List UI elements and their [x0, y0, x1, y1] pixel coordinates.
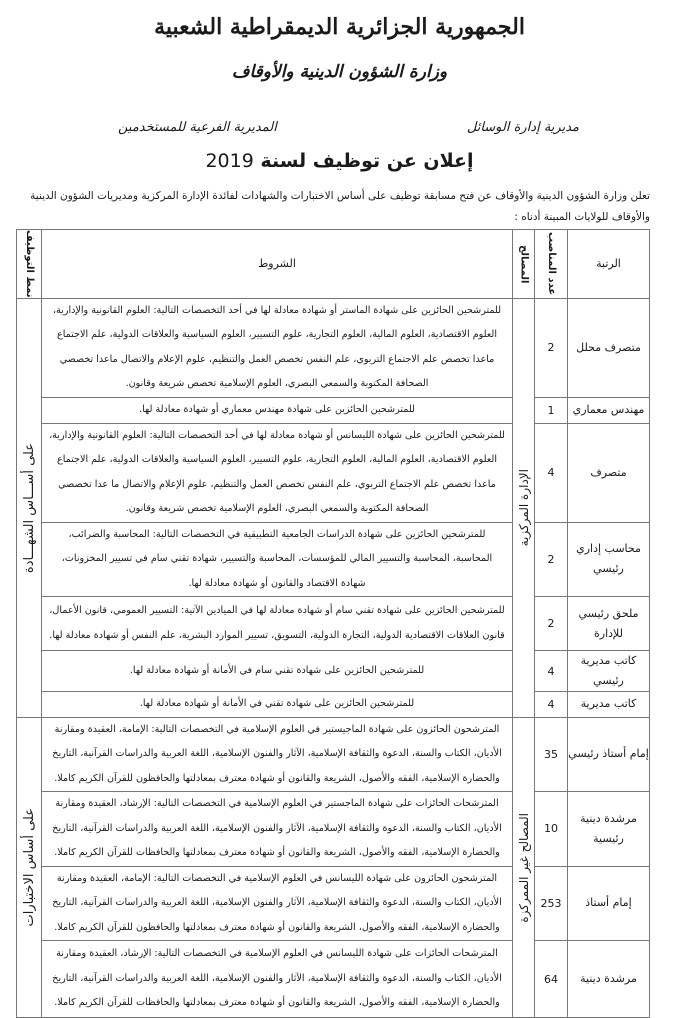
- posts-cell: 10: [535, 792, 568, 867]
- rank-cell: ملحق رئيسي للإدارة: [568, 597, 650, 651]
- posts-cell: 4: [535, 423, 568, 522]
- posts-cell: 64: [535, 941, 568, 1018]
- conditions-cell: للمترشحين الحائزين على شهادة الدراسات الجامعية التطبيقية في التخصصات التالية: المحاسبة والضرائب، المحاسبة، المحاسبة والتسيير المالي للمؤسسات، المحاسبة والتسيير، شهادة تقني سام في تسيير المخزونات، شهادة الاقتصاد والقانون أو شهادة معادلة لها.: [42, 522, 513, 597]
- table-row: [17, 597, 650, 651]
- services-cell-decentralized: المصالح غير الممركزة: [513, 717, 535, 1018]
- rank-cell: محاسب إداري رئيسي: [568, 522, 650, 597]
- header-rank: الرتبة: [568, 230, 650, 299]
- rank-cell: مهندس معماري: [568, 397, 650, 423]
- rank-cell: متصرف محلل: [568, 298, 650, 397]
- table-row: [17, 397, 650, 423]
- table-row: [17, 298, 650, 397]
- conditions-cell: المترشحون الحائزون على شهادة الليسانس في العلوم الإسلامية في التخصصات التالية: الإمامة، العقيدة ومقارنة الأديان، الكتاب والسنة، الدعوة والثقافة الإسلامية، الآثار والفنون الإسلامية، اللغة العربية والدراسات القرآنية، التاريخ والحضارة الإسلامية، الفقه والأصول، الشريعة والقانون أو شهادة معترف بمعادلتها والحافظون للقرآن الكريم كاملا.: [42, 866, 513, 941]
- table-row: [17, 717, 650, 792]
- rank-cell: إمام أستاذ رئيسي: [568, 717, 650, 792]
- conditions-cell: للمترشحين الحائزين على شهادة الماستر أو شهادة معادلة لها في أحد التخصصات التالية: العلوم القانونية والإدارية، العلوم الاقتصادية، العلوم المالية، العلوم التجارية، علوم التسيير، العلوم السياسية والعلاقات الدولية، علم الاجتماع ماعدا تخصص علم الاجتماع التربوي، علم النفس تخصص العمل والتنظيم، علوم الإعلام والاتصال ماعدا تخصصي الصحافة المكتوبة والسمعي البصري، العلوم الإسلامية تخصص شريعة وقانون.: [42, 298, 513, 397]
- conditions-cell: المترشحون الحائزون على شهادة الماجيستير في العلوم الإسلامية في التخصصات التالية: الإمامة، العقيدة ومقارنة الأديان، الكتاب والسنة، الدعوة والثقافة الإسلامية، الآثار والفنون الإسلامية، اللغة العربية والدراسات القرآنية، التاريخ والحضارة الإسلامية، الفقه والأصول، الشريعة والقانون أو شهادة معترف بمعادلتها والحافظون للقرآن الكريم كاملا.: [42, 717, 513, 792]
- republic-heading: الجمهورية الجزائرية الديمقراطية الشعبية: [154, 14, 525, 40]
- header-services: المصالح: [513, 230, 535, 299]
- rank-cell: مرشدة دينية رئيسية: [568, 792, 650, 867]
- posts-cell: 2: [535, 597, 568, 651]
- table-row: [17, 941, 650, 1018]
- title-text: إعلان عن توظيف لسنة: [260, 150, 474, 172]
- header-mode: نمط التوظيف: [17, 230, 42, 299]
- table-row: [17, 651, 650, 692]
- rank-cell: إمام أستاذ: [568, 866, 650, 941]
- table-row: [17, 792, 650, 867]
- conditions-cell: المترشحات الحائزات على شهادة الماجستير في العلوم الإسلامية في التخصصات التالية: الإرشاد، العقيدة ومقارنة الأديان، الكتاب والسنة، الدعوة والثقافة الإسلامية، الآثار والفنون الإسلامية، اللغة العربية والدراسات القرآنية، التاريخ والحضارة الإسلامية، الفقه والأصول، الشريعة والقانون أو شهادة معترف بمعادلتها والحافظات للقرآن الكريم كاملا.: [42, 792, 513, 867]
- posts-cell: 1: [535, 397, 568, 423]
- rank-cell: مرشدة دينية: [568, 941, 650, 1018]
- rank-cell: كاتب مديرية: [568, 692, 650, 718]
- conditions-cell: للمترشحين الحائزين على شهادة مهندس معماري أو شهادة معادلة لها.: [42, 397, 513, 423]
- table-row: [17, 692, 650, 718]
- mode-cell-exams: على أساس الاختبارات: [17, 717, 42, 1018]
- rank-cell: متصرف: [568, 423, 650, 522]
- rank-cell: كاتب مديرية رئيسي: [568, 651, 650, 692]
- recruitment-table: [16, 229, 650, 1018]
- posts-cell: 2: [535, 522, 568, 597]
- intro-paragraph: تعلن وزارة الشؤون الدينية والأوقاف عن فتح مسابقة توظيف على أساس الاختبارات والشهادات لفائدة الإدارة المركزية ومديريات الشؤون الدينية والأوقاف للولايات المبينة أدناه :: [30, 190, 650, 223]
- header-posts: عدد المناصب: [535, 230, 568, 299]
- directorate-label: مديرية إدارة الوسائل: [466, 120, 579, 135]
- conditions-cell: للمترشحين الحائزين على شهادة تقني في الأمانة أو شهادة معادلة لها.: [42, 692, 513, 718]
- conditions-cell: للمترشحين الحائزين على شهادة تقني سام في الأمانة أو شهادة معادلة لها.: [42, 651, 513, 692]
- table-row: [17, 423, 650, 522]
- title-year: 2019: [205, 150, 254, 172]
- conditions-cell: المترشحات الحائزات على شهادة الليسانس في العلوم الإسلامية في التخصصات التالية: الإرشاد، العقيدة ومقارنة الأديان، الكتاب والسنة، الدعوة والثقافة الإسلامية، الآثار والفنون الإسلامية، اللغة العربية والدراسات القرآنية، التاريخ والحضارة الإسلامية، الفقه والأصول، الشريعة والقانون أو شهادة معترف بمعادلتها والحافظات للقرآن الكريم كاملا.: [42, 941, 513, 1018]
- sub-directorate-label: المديرية الفرعية للمستخدمين: [118, 120, 277, 135]
- services-cell-central: الإدارة المركزية: [513, 298, 535, 717]
- table-row: [17, 866, 650, 941]
- conditions-cell: للمترشحين الحائزين على شهادة تقني سام أو شهادة معادلة لها في الميادين الآتية: التسيير العمومي، قانون الأعمال، قانون العلاقات الاقتصادية الدولية، التجارة الدولية، التسويق، تسيير الموارد البشرية، علم النفس أو شهادة معادلة لها.: [42, 597, 513, 651]
- ministry-heading: وزارة الشؤون الدينية والأوقاف: [231, 62, 448, 82]
- table-row: [17, 522, 650, 597]
- posts-cell: 2: [535, 298, 568, 397]
- header-conditions: الشروط: [42, 230, 513, 299]
- posts-cell: 4: [535, 651, 568, 692]
- posts-cell: 35: [535, 717, 568, 792]
- table-header-row: [17, 230, 650, 299]
- conditions-cell: للمترشحين الحائزين على شهادة الليسانس أو شهادة معادلة لها في أحد التخصصات التالية: العلوم القانونية والإدارية، العلوم الاقتصادية، العلوم المالية، العلوم التجارية، علوم التسيير، العلوم السياسية والعلاقات الدولية، علم الاجتماع ماعدا تخصص علم الاجتماع التربوي، علم النفس تخصص العمل والتنظيم، علوم الإعلام والاتصال ما عدا تخصصي الصحافة المكتوبة والسمعي البصري، العلوم الإسلامية تخصص شريعة وقانون.: [42, 423, 513, 522]
- announcement-title: [0, 150, 679, 172]
- posts-cell: 253: [535, 866, 568, 941]
- mode-cell-certificate: على أســـاس الشهـــادة: [17, 298, 42, 717]
- posts-cell: 4: [535, 692, 568, 718]
